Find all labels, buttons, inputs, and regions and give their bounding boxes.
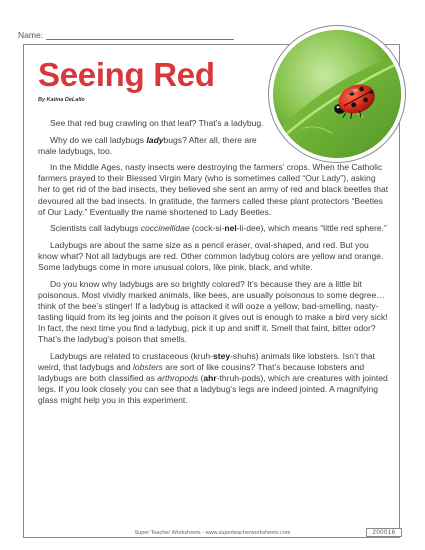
paragraph-1: See that red bug crawling on that leaf? That’s a ladybug.: [50, 118, 264, 128]
worksheet-code: 200016: [366, 528, 402, 537]
paragraph-4: Scientists call ladybugs coccinellidae (cock-si-nel-li-dee), which means “little red sphere.”: [50, 223, 387, 234]
name-line[interactable]: [46, 31, 234, 40]
paragraph-7: Ladybugs are related to crustaceous (kruh-stey-shuhs) animals like lobsters. Isn’t that weird, that ladybugs and lobsters are sort of like cousins? That’s because lobsters and ladybugs are both classified as arthropods (ahr-thruh-pods), which are creatures with jointed legs. If you look closely you can see that a ladybug’s legs are indeed jointed. A magnifying glass might help you in this experiment.: [38, 350, 388, 406]
page-title: Seeing Red: [38, 56, 215, 93]
paragraph-3: In the Middle Ages, nasty insects were destroying the farmers’ crops. When the Catholic farmers prayed to their Blessed Virgin Mary (who is sometimes called “Our Lady”), asking her to get rid of the bad insects, they believed she sent an army of red and black beetles that devoured all the bad insects. In gratitude, the farmers called these plant protectors “Beetles of Our Lady.” Eventually the name shortened to Lady Beetles.: [38, 162, 389, 217]
footer-credit: Super Teacher Worksheets - www.superteacherworksheets.com: [134, 530, 291, 536]
paragraph-5: Ladybugs are about the same size as a pencil eraser, oval-shaped, and red. But you know what? Not all ladybugs are red. Other common ladybug colors are yellow and orange. Some ladybugs come in more unusual colors, like pink, black, and white.: [38, 239, 384, 273]
paragraph-2: Why do we call ladybugs ladybugs? After all, there are male ladybugs, too.: [38, 134, 257, 156]
name-label: Name:: [18, 30, 44, 40]
byline: By Katina DeLallo: [38, 97, 85, 103]
paragraph-6: Do you know why ladybugs are so brightly colored? It’s because they are a little bit poisonous. Most vividly marked animals, like bees, are usually poisonous to some degree… think of the bee’s stinger! If a ladybug is attacked it will ooze a yellow, bad-smelling, nasty-tasting liquid from its leg joints and the poison it gives out is enough to make a bird very sick! In fact, the next time you find a ladybug, pick it up and sniff it. Smell that faint, bitter odor? That’s the ladybug’s poison that smells.: [38, 278, 388, 345]
article-body: [38, 118, 390, 412]
name-field-row: [18, 30, 234, 40]
